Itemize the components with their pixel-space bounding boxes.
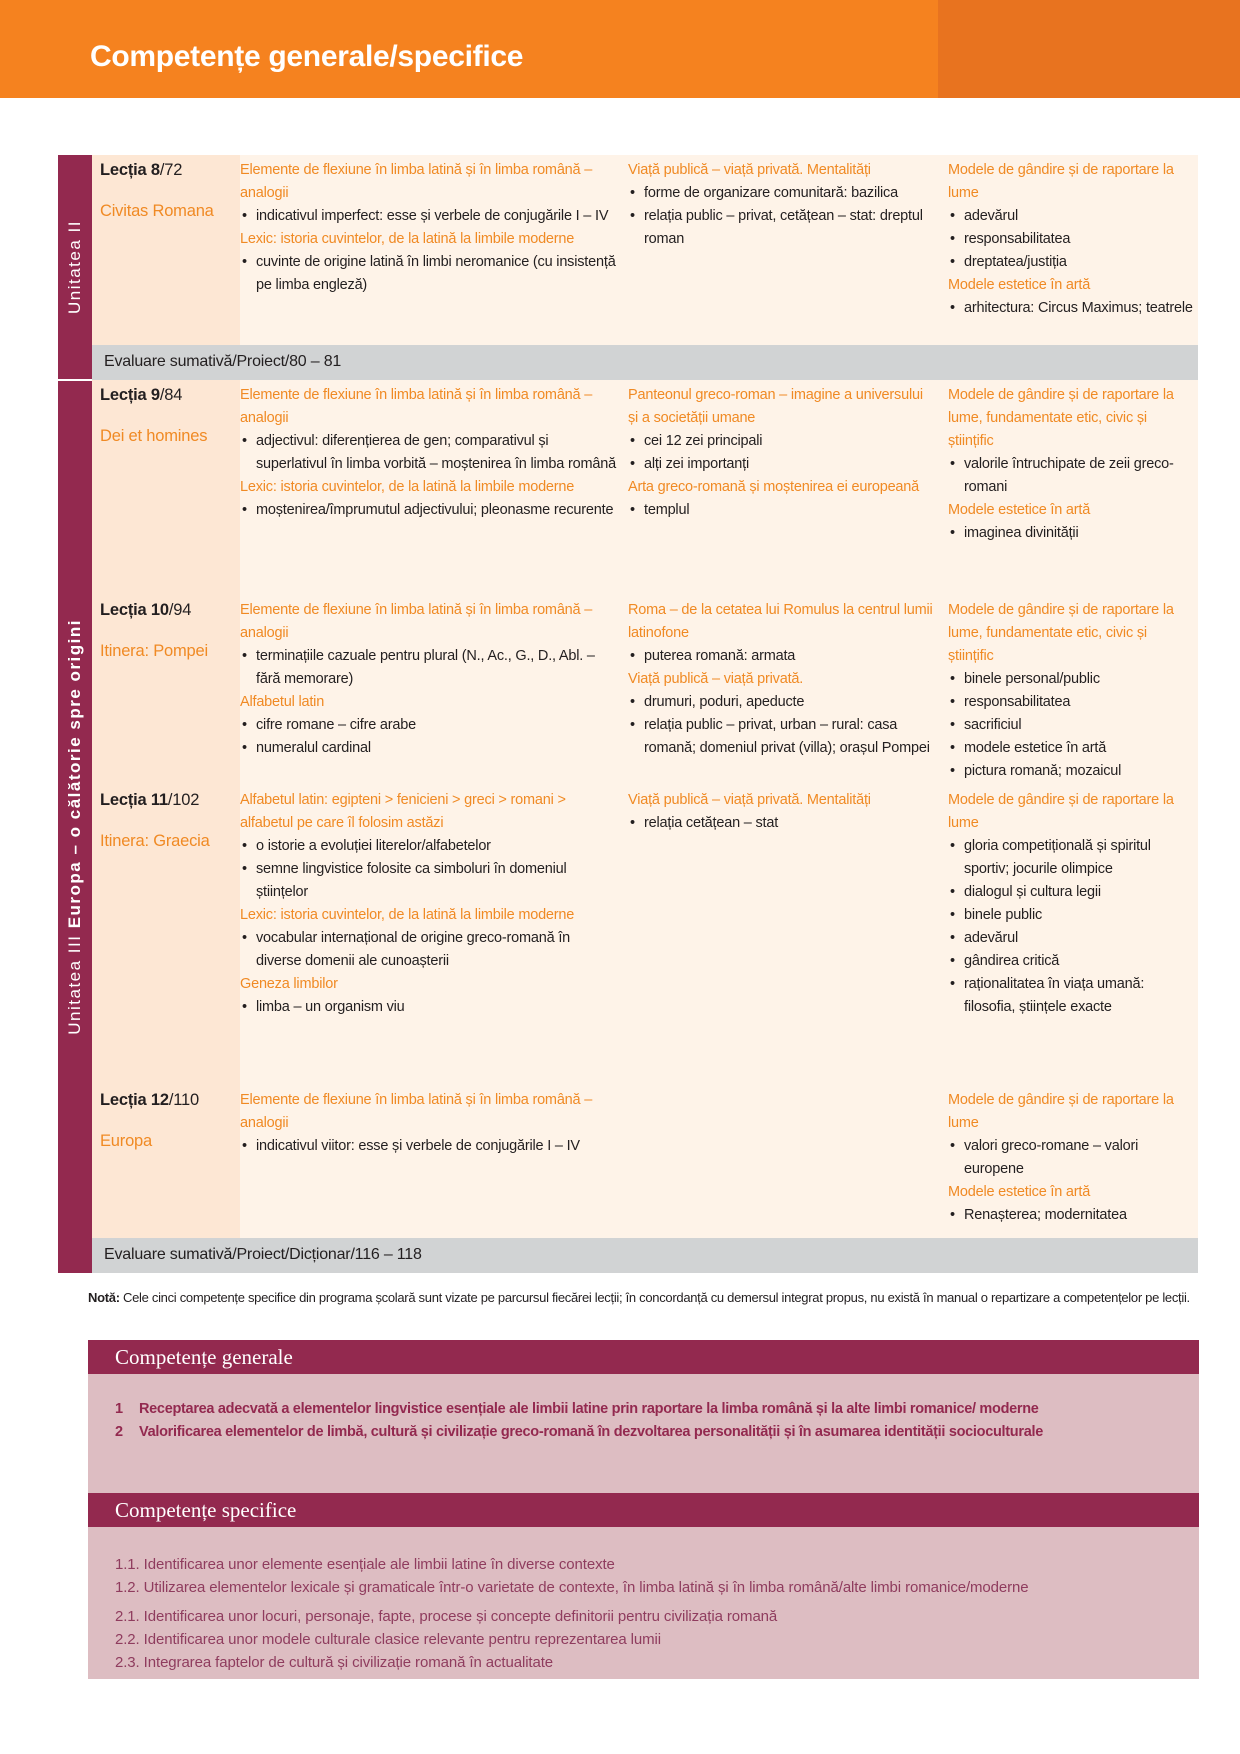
- unit-label-ii: [58, 155, 92, 379]
- bullet-item: • relația cetățean – stat: [628, 812, 936, 835]
- bullet-item: • dialogul și cultura legii: [948, 881, 1194, 904]
- language-column: [240, 785, 620, 1085]
- unit-iii-title: Europa – o călătorie spre origini: [65, 619, 84, 929]
- competente-specifice-list: [88, 1527, 1199, 1679]
- language-column: [240, 380, 620, 595]
- civilization-column: [620, 595, 940, 785]
- lesson-page: /84: [159, 386, 183, 404]
- bullet-item: • valori greco-romane – valori europene: [948, 1135, 1194, 1181]
- topic-heading: Panteonul greco-roman – imagine a universului și a societății umane: [628, 387, 923, 426]
- topic-heading: Geneza limbilor: [240, 976, 338, 992]
- lesson-num: 9: [150, 386, 160, 404]
- bullet-item: • arhitectura: Circus Maximus; teatrele: [948, 297, 1194, 320]
- values-column: [940, 595, 1198, 785]
- specific-competence: 2.2. Identificarea unor modele culturale clasice relevante pentru reprezentarea lumii: [115, 1631, 661, 1648]
- lesson-number: [100, 384, 236, 407]
- header-accent-block: [938, 0, 1240, 98]
- bullet-item: • dreptatea/justiția: [948, 251, 1194, 274]
- lesson-title: Dei et homines: [100, 427, 208, 445]
- lesson-word: Lecția: [100, 791, 151, 809]
- topic-heading: Elemente de flexiune în limba latină și în limba română – analogii: [240, 387, 593, 426]
- bullet-item: • sacrificiul: [948, 714, 1194, 737]
- lesson-num: 12: [150, 1091, 169, 1109]
- bullet-item: • raționalitatea în viața umană: filosofia, științele exacte: [948, 973, 1194, 1019]
- topic-heading: Elemente de flexiune în limba latină și în limba română – analogii: [240, 602, 593, 641]
- topic-heading: Alfabetul latin: [240, 694, 325, 710]
- topic-heading: Lexic: istoria cuvintelor, de la latină la limbile moderne: [240, 231, 575, 247]
- bullet-item: • imaginea divinității: [948, 522, 1194, 545]
- page-title: Competențe generale/specifice: [90, 40, 524, 73]
- lesson-page: /72: [159, 161, 183, 179]
- lesson-title: Itinera: Pompei: [100, 642, 208, 660]
- bullet-item: • pictura romană; mozaicul: [948, 760, 1194, 783]
- lesson-title: Europa: [100, 1132, 153, 1150]
- general-competence: [88, 1421, 1199, 1444]
- topic-heading: Viață publică – viață privată. Mentalități: [628, 162, 871, 178]
- civilization-column: [620, 1085, 940, 1238]
- lesson-title: Civitas Romana: [100, 202, 214, 220]
- lesson-row: [92, 155, 1198, 345]
- note-text: Cele cinci competențe specifice din programa școlară sunt vizate pe parcursul fiecărei lecții; în concordanță cu demersul integrat propus, nu există în manual o repartizare a competențelor pe lecții.: [119, 1290, 1190, 1305]
- competence-number: 2: [115, 1424, 123, 1440]
- bullet-item: • indicativul viitor: esse și verbele de conjugările I – IV: [240, 1135, 616, 1158]
- lesson-number: [100, 1089, 236, 1112]
- topic-heading: Arta greco-romană și moștenirea ei europeană: [628, 479, 920, 495]
- lesson-num: 10: [150, 601, 169, 619]
- bullet-item: • vocabular internațional de origine greco-romană în diverse domenii ale cunoașterii: [240, 927, 616, 973]
- bullet-item: • valorile întruchipate de zeii greco-romani: [948, 453, 1194, 499]
- lesson-number: [100, 159, 236, 182]
- lesson-cell: [92, 1085, 240, 1238]
- topic-heading: Modele de gândire și de raportare la lume, fundamentate etic, civic și științific: [948, 387, 1174, 449]
- bullet-item: • moștenirea/împrumutul adjectivului; pleonasme recurente: [240, 499, 616, 522]
- note: [88, 1288, 1200, 1307]
- values-column: [940, 1085, 1198, 1238]
- language-column: [240, 1085, 620, 1238]
- topic-heading: Roma – de la cetatea lui Romulus la centrul lumii latinofone: [628, 602, 933, 641]
- competence-number: 1: [115, 1401, 123, 1417]
- topic-heading: Lexic: istoria cuvintelor, de la latină la limbile moderne: [240, 479, 575, 495]
- lesson-num: 8: [150, 161, 160, 179]
- lesson-row: [92, 785, 1198, 1085]
- topic-heading: Lexic: istoria cuvintelor, de la latină la limbile moderne: [240, 907, 575, 923]
- lesson-page: /110: [168, 1091, 199, 1109]
- topic-heading: Alfabetul latin: egipteni > fenicieni > greci > romani > alfabetul pe care îl folosim astăzi: [240, 792, 566, 831]
- lesson-page: /94: [168, 601, 192, 619]
- bullet-item: • limba – un organism viu: [240, 996, 616, 1019]
- lesson-page: /102: [167, 791, 200, 809]
- lesson-title: Itinera: Graecia: [100, 832, 210, 850]
- page-header: [0, 0, 1240, 98]
- bullet-item: • templul: [628, 499, 936, 522]
- competente-generale-heading: Competențe generale: [88, 1340, 1199, 1374]
- bullet-item: • indicativul imperfect: esse și verbele de conjugările I – IV: [240, 205, 616, 228]
- lesson-word: Lecția: [100, 161, 151, 179]
- competence-text: Receptarea adecvată a elementelor lingvistice esențiale ale limbii latine prin raportare la limba română și la alte limbi romanice/ moderne: [139, 1401, 1039, 1417]
- civilization-column: [620, 380, 940, 595]
- topic-heading: Modele de gândire și de raportare la lume: [948, 1092, 1174, 1131]
- bullet-item: • relația public – privat, cetățean – stat: dreptul roman: [628, 205, 936, 251]
- note-label: Notă:: [88, 1290, 120, 1305]
- bullet-item: • responsabilitatea: [948, 228, 1194, 251]
- lesson-word: Lecția: [100, 1091, 151, 1109]
- bullet-item: • responsabilitatea: [948, 691, 1194, 714]
- bullet-item: • terminațiile cazuale pentru plural (N., Ac., G., D., Abl. – fără memorare): [240, 645, 616, 691]
- values-column: [940, 785, 1198, 1085]
- specific-competence: 2.3. Integrarea faptelor de cultură și civilizație romană în actualitate: [115, 1654, 554, 1671]
- specific-competence: 1.1. Identificarea unor elemente esențiale ale limbii latine în diverse contexte: [115, 1556, 615, 1573]
- specific-competence: 2.1. Identificarea unor locuri, personaje, fapte, procese și concepte definitorii pentru civilizația romană: [115, 1608, 778, 1625]
- competente-specifice-heading: Competențe specifice: [88, 1493, 1199, 1527]
- bullet-item: • modele estetice în artă: [948, 737, 1194, 760]
- topic-heading: Modele de gândire și de raportare la lume: [948, 162, 1174, 201]
- lesson-cell: [92, 595, 240, 785]
- topic-heading: Modele estetice în artă: [948, 502, 1091, 518]
- bullet-item: • adevărul: [948, 205, 1194, 228]
- lesson-word: Lecția: [100, 386, 151, 404]
- bullet-item: • relația public – privat, urban – rural: casa romană; domeniul privat (villa); orașul Pompei: [628, 714, 936, 760]
- language-column: [240, 595, 620, 785]
- topic-heading: Elemente de flexiune în limba latină și în limba română – analogii: [240, 1092, 593, 1131]
- unit-iii-text: [65, 619, 85, 1035]
- lesson-cell: [92, 155, 240, 345]
- bullet-item: • forme de organizare comunitară: bazilica: [628, 182, 936, 205]
- bullet-item: • gândirea critică: [948, 950, 1194, 973]
- lesson-row: [92, 1085, 1198, 1238]
- bullet-item: • binele public: [948, 904, 1194, 927]
- topic-heading: Modele estetice în artă: [948, 277, 1091, 293]
- lessons-table: [92, 155, 1198, 1273]
- competente-generale-list: [88, 1374, 1199, 1493]
- lesson-cell: [92, 380, 240, 595]
- bullet-item: • puterea romană: armata: [628, 645, 936, 668]
- topic-heading: Modele de gândire și de raportare la lume, fundamentate etic, civic și științific: [948, 602, 1174, 664]
- civilization-column: [620, 785, 940, 1085]
- language-column: [240, 155, 620, 345]
- lesson-row: [92, 595, 1198, 785]
- lesson-word: Lecția: [100, 601, 151, 619]
- bullet-item: • adevărul: [948, 927, 1194, 950]
- bullet-item: • drumuri, poduri, apeducte: [628, 691, 936, 714]
- general-competence: [88, 1398, 1199, 1421]
- bullet-item: • Renașterea; modernitatea: [948, 1204, 1194, 1227]
- topic-heading: Modele de gândire și de raportare la lume: [948, 792, 1174, 831]
- topic-heading: Viață publică – viață privată.: [628, 671, 804, 687]
- bullet-item: • alți zei importanți: [628, 453, 936, 476]
- bullet-item: • adjectivul: diferențierea de gen; comparativul și superlativul în limba vorbită – moștenirea în limba română: [240, 430, 616, 476]
- bullet-item: • o istorie a evoluției literelor/alfabetelor: [240, 835, 616, 858]
- lesson-num: 11: [150, 791, 168, 809]
- bullet-item: • cifre romane – cifre arabe: [240, 714, 616, 737]
- topic-heading: Viață publică – viață privată. Mentalități: [628, 792, 871, 808]
- specific-competence: 1.2. Utilizarea elementelor lexicale și gramaticale într-o varietate de contexte, în limba latină și în limba română/alte limbi romanice/moderne: [115, 1579, 1029, 1596]
- topic-heading: Modele estetice în artă: [948, 1184, 1091, 1200]
- civilization-column: [620, 155, 940, 345]
- bullet-item: • semne lingvistice folosite ca simboluri în domeniul științelor: [240, 858, 616, 904]
- lesson-cell: [92, 785, 240, 1085]
- evaluation-row: Evaluare sumativă/Proiect/80 – 81: [92, 345, 1198, 380]
- bullet-item: • numeralul cardinal: [240, 737, 616, 760]
- unit-iii-prefix: Unitatea III: [65, 928, 84, 1035]
- bullet-item: • cei 12 zei principali: [628, 430, 936, 453]
- lesson-row: [92, 380, 1198, 595]
- lesson-number: [100, 599, 236, 622]
- values-column: [940, 380, 1198, 595]
- bullet-item: • binele personal/public: [948, 668, 1194, 691]
- competence-text: Valorificarea elementelor de limbă, cultură și civilizație greco-romană în dezvoltarea personalității și în asumarea identității socioculturale: [139, 1424, 1043, 1440]
- evaluation-row: Evaluare sumativă/Proiect/Dicționar/116 – 118: [92, 1238, 1198, 1273]
- unit-ii-text: Unitatea II: [65, 220, 84, 314]
- bullet-item: • cuvinte de origine latină în limbi neromanice (cu insistență pe limba engleză): [240, 251, 616, 297]
- lesson-number: [100, 789, 236, 812]
- bullet-item: • gloria competițională și spiritul sportiv; jocurile olimpice: [948, 835, 1194, 881]
- topic-heading: Elemente de flexiune în limba latină și în limba română – analogii: [240, 162, 593, 201]
- values-column: [940, 155, 1198, 345]
- unit-label-iii: [58, 381, 92, 1273]
